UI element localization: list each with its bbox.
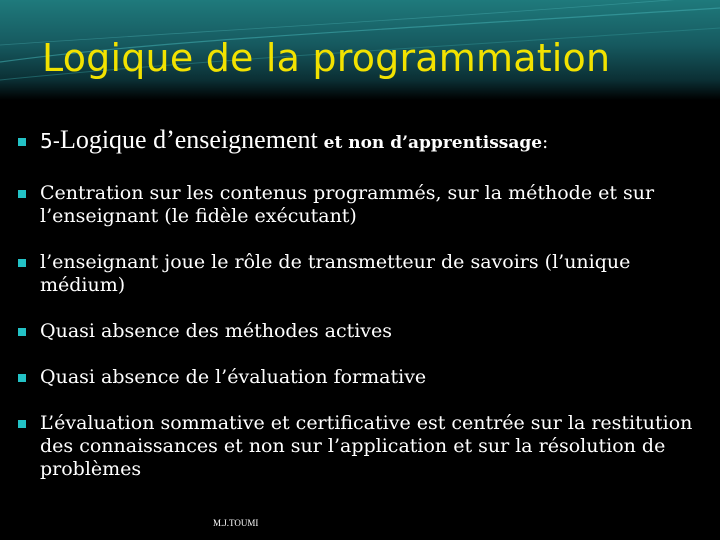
footer-author: M.J.TOUMI xyxy=(213,518,259,528)
item-text: Centration sur les contenus programmés, sur la méthode et sur l’enseignant (le fidèle exécutant) xyxy=(40,182,655,227)
list-item xyxy=(18,251,708,297)
square-bullet-icon xyxy=(18,259,26,267)
square-bullet-icon xyxy=(18,138,26,146)
square-bullet-icon xyxy=(18,420,26,428)
item-heading-suffix: et non d’apprentissage xyxy=(317,133,543,153)
item-text: L’évaluation sommative et certificative est centrée sur la restitution des connaissances et non sur l’application et sur la résolution de problèmes xyxy=(40,412,693,480)
item-colon: : xyxy=(542,132,549,153)
list-item xyxy=(18,182,708,228)
list-item xyxy=(18,366,708,389)
item-heading: Logique d’enseignement xyxy=(59,125,318,154)
list-item xyxy=(18,125,708,155)
square-bullet-icon xyxy=(18,190,26,198)
bullet-list xyxy=(18,125,708,481)
item-text: l’enseignant joue le rôle de transmetteur de savoirs (l’unique médium) xyxy=(40,251,631,296)
square-bullet-icon xyxy=(18,328,26,336)
list-item xyxy=(18,412,708,481)
item-text: Quasi absence de l’évaluation formative xyxy=(40,366,427,388)
item-text: Quasi absence des méthodes actives xyxy=(40,320,393,342)
item-number: 5- xyxy=(40,129,60,153)
square-bullet-icon xyxy=(18,374,26,382)
list-item xyxy=(18,320,708,343)
slide-title: Logique de la programmation xyxy=(42,36,611,80)
